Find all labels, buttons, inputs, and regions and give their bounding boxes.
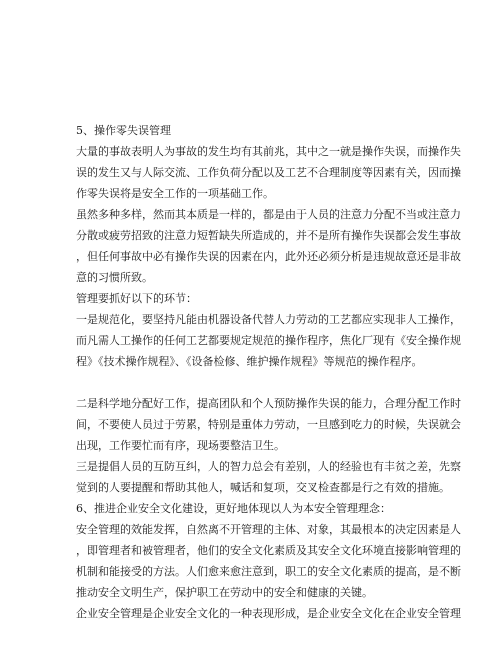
text-line: 意的习惯所致。 — [76, 271, 153, 284]
text-line: 一是规范化，要坚持凡能由机器设备代替人力劳动的工艺都应实现非人工操作， — [76, 313, 461, 326]
text-line: 间，不要使人员过于劳累，特别是重体力劳动，一旦感到吃力的时候，失误就会 — [76, 418, 461, 431]
text-line: 分散或疲劳招致的注意力短暂缺失所造成的，并不是所有操作失误都会发生事故 — [76, 229, 461, 242]
text-line: 机制和能接受的方法。人们愈来愈注意到，职工的安全文化素质的提高，是不断 — [76, 565, 461, 578]
text-line: 管理要抓好以下的环节： — [76, 292, 197, 305]
text-line: 三是提倡人员的互防互纠，人的智力总会有差别，人的经验也有丰贫之差，先察 — [76, 460, 461, 473]
text-line: 而凡需人工操作的任何工艺都要规定规范的操作程序，焦化厂现有《安全操作规 — [76, 334, 461, 347]
text-line: ，但任何事故中必有操作失误的因素在内，此外还必须分析是违规故意还是非故 — [76, 250, 461, 263]
text-line: 觉到的人要提醒和帮助其他人，喊话和复项，交叉检查都是行之有效的措施。 — [76, 481, 450, 494]
paragraph-key-links — [76, 288, 434, 309]
text-line: 出现，工作要忙而有序，现场要整洁卫生。 — [76, 439, 285, 452]
text-line: 大量的事故表明人为事故的发生均有其前兆，其中之一就是操作失误，而操作失 — [76, 145, 461, 158]
text-line: 虽然多种多样，然而其本质是一样的，都是由于人员的注意力分配不当或注意力 — [76, 208, 461, 221]
paragraph-safety-culture — [76, 519, 461, 603]
text-line: 误的发生又与人际交流、工作负荷分配以及工艺不合理制度等因素有关，因而操 — [76, 166, 461, 179]
text-line: 安全管理的效能发挥，自然离不开管理的主体、对象，其最根本的决定因素是人 — [76, 523, 461, 536]
paragraph-work-allocation — [76, 393, 461, 456]
text-line: 推动安全文明生产，保护职工在劳动中的安全和健康的关键。 — [76, 586, 373, 599]
text-line: 二是科学地分配好工作，提高团队和个人预防操作失误的能力，合理分配工作时 — [76, 397, 461, 410]
text-line: 作零失误将是安全工作的一项基础工作。 — [76, 187, 274, 200]
blank-line — [76, 372, 434, 393]
paragraph-enterprise-management — [76, 603, 461, 624]
text-line: ，即管理者和被管理者，他们的安全文化素质及其安全文化环境直接影响管理的 — [76, 544, 461, 557]
text-line: 企业安全管理是企业安全文化的一种表现形成，是企业安全文化在企业安全管理 — [76, 607, 461, 620]
paragraph-error-essence — [76, 204, 461, 288]
section-heading-6: 6、推进企业安全文化建设，更好地体现以人为本安全管理理念： — [76, 502, 391, 515]
text-line: 程》《技术操作规程》、《设备检修、维护操作规程》等规范的操作程序。 — [76, 355, 423, 368]
document-page — [76, 120, 461, 624]
section-heading-5: 5、操作零失误管理 — [76, 124, 171, 137]
paragraph-standardization — [76, 309, 461, 372]
paragraph-mutual-correction — [76, 456, 461, 498]
paragraph-accident-precursor — [76, 141, 461, 204]
